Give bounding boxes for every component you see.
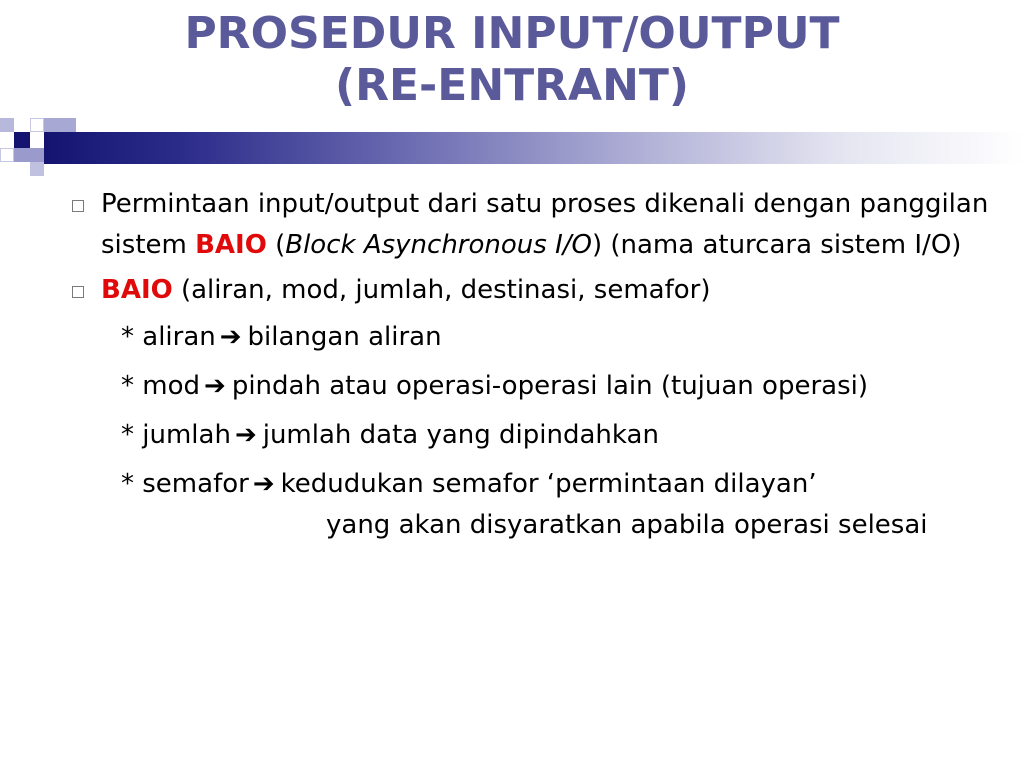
baio-expansion: Block Asynchronous I/O (285, 230, 592, 260)
right-arrow-icon: ➔ (219, 322, 242, 352)
title-line-2: (RE-ENTRANT) (334, 60, 690, 111)
decor-square (0, 118, 14, 132)
hollow-square-bullet-icon (72, 200, 84, 212)
slide-title (0, 8, 1024, 112)
parameter-desc: pindah atau operasi-operasi lain (tujuan operasi) (231, 371, 868, 401)
bullet-1-text-b: ( (266, 230, 286, 260)
decor-square (30, 118, 44, 132)
right-arrow-icon: ➔ (252, 469, 275, 499)
bullet-point-1 (70, 184, 1020, 266)
decor-square (14, 132, 30, 148)
bullet-point-2 (70, 270, 1020, 311)
parameter-desc: bilangan aliran (247, 322, 442, 352)
parameter-term: * jumlah (121, 420, 231, 450)
bullet-1-text-c: ) (nama aturcara sistem I/O) (591, 230, 962, 260)
decor-square (30, 132, 44, 148)
slide-content (70, 184, 1020, 550)
parameter-item (121, 411, 1020, 460)
gradient-bar (44, 132, 1024, 164)
header-decoration (0, 118, 1024, 180)
baio-highlight: BAIO (195, 230, 267, 260)
parameter-list (70, 313, 1020, 550)
parameter-desc: jumlah data yang dipindahkan (262, 420, 659, 450)
parameter-item (121, 362, 1020, 411)
title-line-1: PROSEDUR INPUT/OUTPUT (184, 8, 840, 59)
decor-square (30, 162, 44, 176)
decor-square (44, 118, 76, 132)
parameter-item (121, 313, 1020, 362)
hollow-square-bullet-icon (72, 286, 84, 298)
parameter-term: * aliran (121, 322, 216, 352)
bullet-1-text-a: Permintaan input/output dari satu proses dikenali dengan panggilan sistem (101, 189, 989, 260)
parameter-term: * semafor (121, 469, 249, 499)
right-arrow-icon: ➔ (204, 371, 226, 401)
parameter-continuation: yang akan disyaratkan apabila operasi selesai (326, 510, 928, 540)
decor-square (14, 148, 44, 162)
parameter-term: * mod (121, 371, 201, 401)
right-arrow-icon: ➔ (234, 420, 257, 450)
parameter-desc: kedudukan semafor ‘permintaan dilayan’ (280, 469, 817, 499)
bullet-2-text: (aliran, mod, jumlah, destinasi, semafor) (172, 275, 711, 305)
decor-square (0, 148, 14, 162)
baio-highlight: BAIO (101, 275, 173, 305)
